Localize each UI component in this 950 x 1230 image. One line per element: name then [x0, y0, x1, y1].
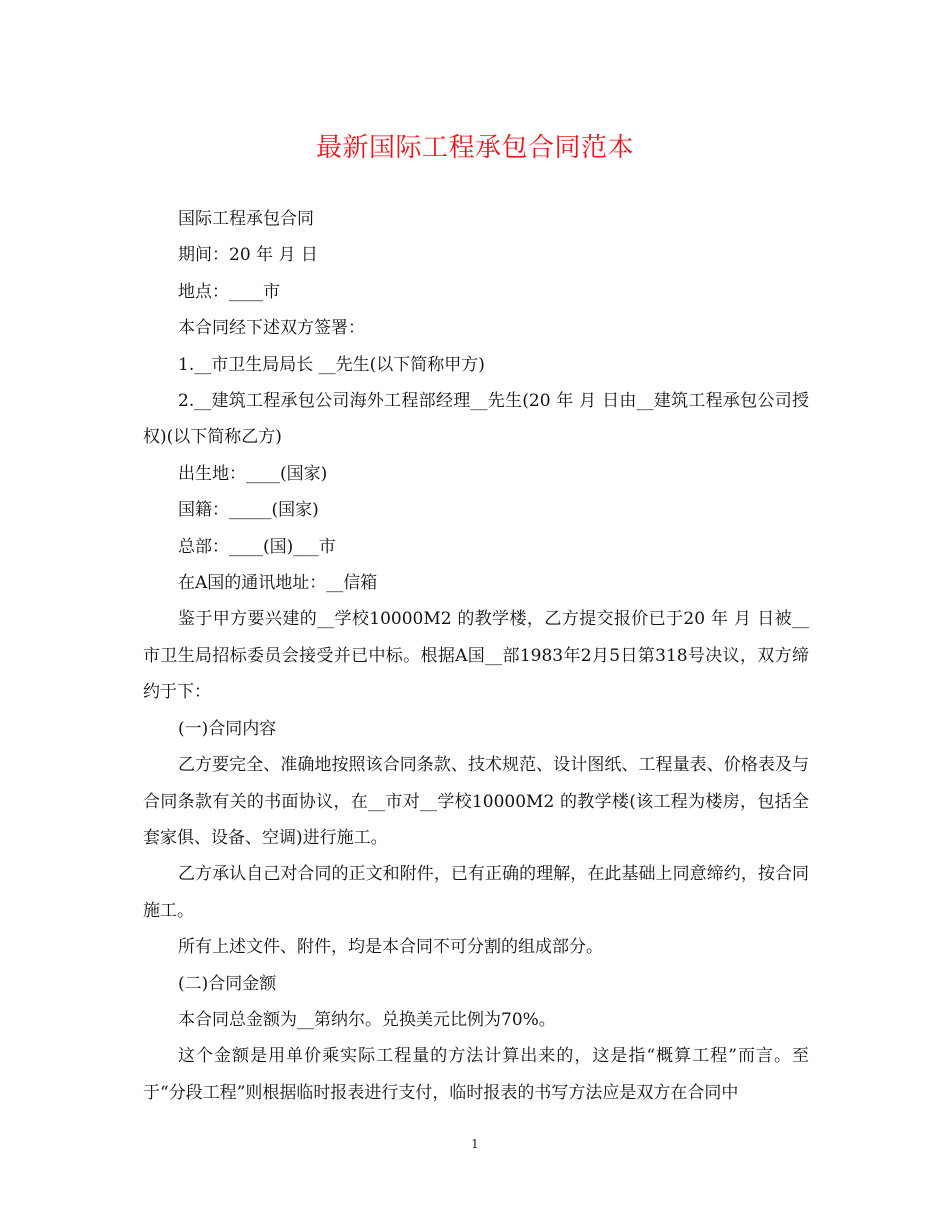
section-heading-contract-amount: (二)合同金额	[178, 973, 277, 994]
paragraph-total-amount: 本合同总金额为__第纳尔。兑换美元比例为70%。	[178, 1009, 556, 1030]
paragraph-signatories-intro: 本合同经下述双方签署：	[178, 318, 365, 339]
paragraph-location: 地点：____市	[178, 281, 280, 302]
paragraph-period: 期间：20 年 月 日	[178, 245, 318, 266]
paragraph-integral-parts: 所有上述文件、附件，均是本合同不可分割的组成部分。	[178, 937, 603, 958]
section-heading-contract-content: (一)合同内容	[178, 718, 277, 739]
paragraph-party-b: 2.__建筑工程承包公司海外工程部经理__先生(20 年 月 日由__建筑工程承包公司授权)(以下简称乙方)	[143, 391, 809, 448]
paragraph-acknowledgement: 乙方承认自己对合同的正文和附件，已有正确的理解，在此基础上同意缔约，按合同施工。	[143, 864, 809, 921]
paragraph-party-a: 1.__市卫生局局长 __先生(以下简称甲方)	[178, 354, 485, 375]
paragraph-scope-of-work: 乙方要完全、准确地按照该合同条款、技术规范、设计图纸、工程量表、价格表及与合同条款有关的书面协议，在__市对__学校10000M2 的教学楼(该工程为楼房，包括全套家俱、设备、空调)进行施工。	[143, 755, 809, 848]
paragraph-nationality: 国籍：_____(国家)	[178, 500, 319, 521]
paragraph-mailing-address: 在A国的通讯地址：__信箱	[178, 573, 378, 594]
paragraph-contract-name: 国际工程承包合同	[178, 209, 314, 229]
paragraph-headquarters: 总部：____(国)___市	[178, 536, 336, 557]
paragraph-birthplace: 出生地：____(国家)	[178, 463, 328, 484]
paragraph-amount-calculation: 这个金额是用单价乘实际工程量的方法计算出来的，这是指“概算工程”而言。至于“分段工程”则根据临时报表进行支付，临时报表的书写方法应是双方在合同中	[143, 1046, 809, 1103]
paragraph-whereas: 鉴于甲方要兴建的__学校10000M2 的教学楼，乙方提交报价已于20 年 月 日被__市卫生局招标委员会接受并已中标。根据A国__部1983年2月5日第318号决议，双方缔约于下：	[143, 609, 809, 703]
document-title: 最新国际工程承包合同范本	[315, 133, 634, 163]
page-number: 1	[471, 1137, 479, 1151]
document-body	[143, 201, 809, 1111]
